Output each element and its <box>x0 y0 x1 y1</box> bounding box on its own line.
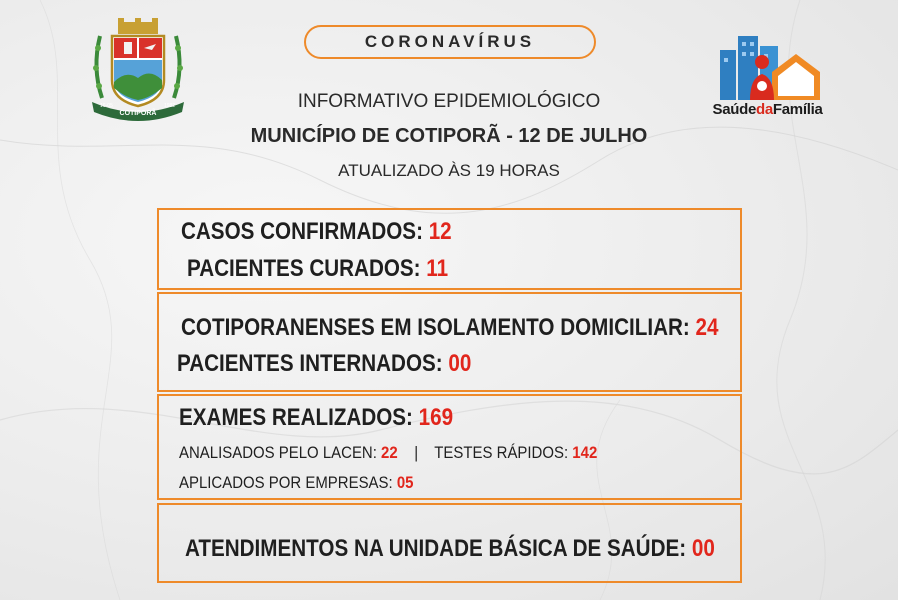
logo-text-familia: Família <box>772 101 823 118</box>
ubs-line <box>185 535 715 563</box>
rapid-tests-label: TESTES RÁPIDOS: <box>434 443 569 462</box>
separator: | <box>414 443 419 462</box>
isolation-box <box>157 292 742 392</box>
rapid-tests-value: 142 <box>572 443 598 462</box>
exams-box <box>157 394 742 500</box>
exams-line <box>179 404 453 432</box>
ubs-value: 00 <box>691 535 715 562</box>
isolation-line <box>181 314 718 342</box>
crest-year: 1982 <box>164 103 176 109</box>
confirmed-cases-line <box>181 218 452 246</box>
exams-label: EXAMES REALIZADOS: <box>179 404 413 431</box>
exams-value: 169 <box>418 404 454 431</box>
isolation-label: COTIPORANENSES EM ISOLAMENTO DOMICILIAR: <box>181 314 690 341</box>
hospitalized-value: 00 <box>448 350 472 377</box>
report-title: INFORMATIVO EPIDEMIOLÓGICO <box>297 91 601 112</box>
hospitalized-line <box>177 350 471 378</box>
cured-value: 11 <box>426 255 449 282</box>
companies-value: 05 <box>396 473 414 492</box>
cured-patients-line <box>187 255 448 283</box>
pill-label: CORONAVÍRUS <box>364 32 536 51</box>
cases-box <box>157 208 742 290</box>
isolation-value: 24 <box>695 314 719 341</box>
cured-label: PACIENTES CURADOS: <box>187 255 421 282</box>
lacen-value: 22 <box>381 443 398 462</box>
confirmed-label: CASOS CONFIRMADOS: <box>181 218 423 245</box>
lacen-label: ANALISADOS PELO LACEN: <box>179 443 377 462</box>
crest-date: 16-05 <box>100 103 113 109</box>
municipality-date: MUNICÍPIO DE COTIPORÃ - 12 DE JULHO <box>250 125 648 147</box>
update-time: ATUALIZADO ÀS 19 HORAS <box>338 161 560 180</box>
ubs-label: ATENDIMENTOS NA UNIDADE BÁSICA DE SAÚDE: <box>185 535 687 562</box>
companies-label: APLICADOS POR EMPRESAS: <box>179 473 393 492</box>
lacen-rapid-line <box>179 443 597 463</box>
coronavirus-pill <box>304 25 596 59</box>
hospitalized-label: PACIENTES INTERNADOS: <box>177 350 443 377</box>
logo-text-da: da <box>756 101 773 118</box>
confirmed-value: 12 <box>428 218 452 245</box>
ubs-box <box>157 503 742 583</box>
crest-ribbon-text: COTIPORÃ <box>119 110 157 117</box>
logo-text-saude: Saúde <box>712 101 756 118</box>
companies-line <box>179 473 413 493</box>
